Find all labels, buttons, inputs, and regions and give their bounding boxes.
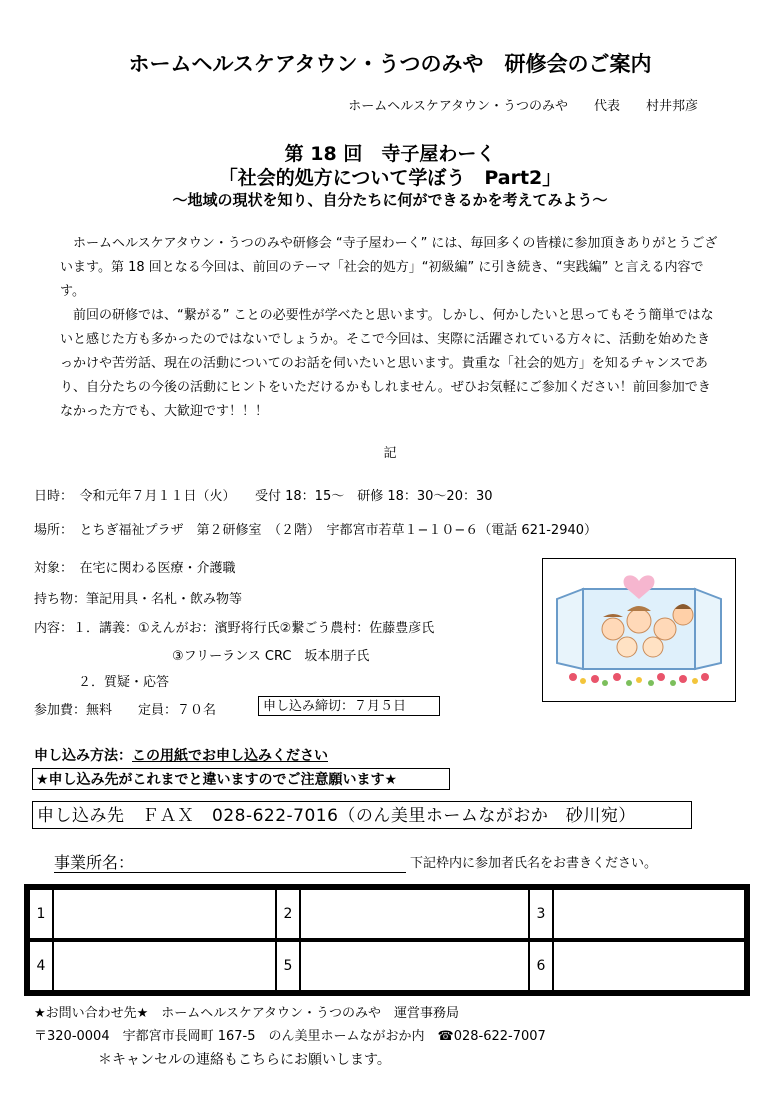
detail-place: 場所： とちぎ福祉プラザ 第２研修室 （２階） 宇都宮市若草１−１０−６（電話 621-2940）	[34, 523, 598, 538]
ki-heading: 記	[383, 446, 397, 461]
participant-cell[interactable]	[275, 940, 530, 992]
detail-target: 対象： 在宅に関わる医療・介護職	[34, 561, 236, 576]
participant-number: 3	[530, 890, 554, 938]
participant-cell[interactable]	[528, 940, 746, 992]
detail-content-3: ２．質疑・応答	[78, 675, 170, 690]
event-number-title: 第 18 回 寺子屋わーく	[284, 143, 496, 165]
participant-cell[interactable]	[528, 888, 746, 940]
participant-number: 5	[277, 942, 301, 990]
participant-cell[interactable]	[275, 888, 530, 940]
office-name-field[interactable]	[54, 872, 406, 873]
cancel-note: ＊キャンセルの連絡もこちらにお願いします。	[98, 1052, 391, 1068]
application-method-label: 申し込み方法：	[34, 748, 132, 764]
participant-cell[interactable]	[28, 940, 277, 992]
contact-heading: ★お問い合わせ先★ ホームヘルスケアタウン・うつのみや 運営事務局	[34, 1006, 460, 1021]
event-theme-title: 「社会的処方について学ぼう Part2」	[218, 167, 562, 189]
detail-fee: 参加費：無料 定員：７０名	[34, 703, 217, 718]
participant-number: 1	[30, 890, 54, 938]
address-change-notice: ★申し込み先がこれまでと違いますのでご注意願います★	[32, 768, 450, 790]
contact-address: 〒320-0004 宇都宮市長岡町 167-5 のん美里ホームながおか内 ☎028-622-7007	[34, 1029, 546, 1044]
deadline-box: 申し込み締切：７月５日	[258, 696, 440, 716]
detail-date: 日時： 令和元年７月１１日（火） 受付 18：15～ 研修 18：30～20：30	[34, 489, 493, 504]
participant-cell[interactable]	[28, 888, 277, 940]
page-title: ホームヘルスケアタウン・うつのみや 研修会のご案内	[128, 52, 652, 76]
detail-items: 持ち物：筆記用具・名札・飲み物等	[34, 592, 243, 607]
event-subtitle: ～地域の現状を知り、自分たちに何ができるかを考えてみよう～	[172, 191, 608, 209]
organizer-line: ホームヘルスケアタウン・うつのみや 代表 村井邦彦	[348, 99, 698, 114]
intro-paragraph: ホームヘルスケアタウン・うつのみや研修会 “寺子屋わーく” には、毎回多くの皆様に参加頂きありがとうございます。第 18 回となる今回は、前回のテーマ「社会的処方」“初級編” に引き続き、“実践編” と言える内容です。	[60, 236, 718, 299]
application-method	[34, 745, 328, 765]
participant-instruction: 下記枠内に参加者氏名をお書きください。	[410, 856, 658, 871]
participant-grid	[24, 884, 750, 996]
window-family-illustration	[542, 558, 736, 702]
fax-box: 申し込み先 ＦＡＸ 028-622-7016（のん美里ホームながおか 砂川宛）	[32, 801, 692, 829]
detail-content-1: 内容：１．講義：①えんがお：濱野将行氏②繋ごう農村：佐藤豊彦氏	[34, 621, 435, 636]
participant-number: 6	[530, 942, 554, 990]
detail-content-2: ③フリーランス CRC 坂本朋子氏	[172, 649, 370, 664]
participant-number: 2	[277, 890, 301, 938]
description-paragraph: 前回の研修では、“繋がる” ことの必要性が学べたと思います。しかし、何かしたいと思ってもそう簡単ではないと感じた方も多かったのではないでしょうか。そこで今回は、実際に活躍されている方々に、活動を始めたきっかけや苦労話、現在の活動についてのお話を伺いたいと思います。貴重な「社会的処方」を知るチャンスであり、自分たちの今後の活動にヒントをいただけるかもしれません。ぜひお気軽にご参加ください！前回参加できなかった方でも、大歓迎です！！！	[60, 308, 714, 419]
office-name-label: 事業所名：	[54, 853, 135, 872]
participant-number: 4	[30, 942, 54, 990]
application-method-value: この用紙でお申し込みください	[132, 748, 328, 764]
